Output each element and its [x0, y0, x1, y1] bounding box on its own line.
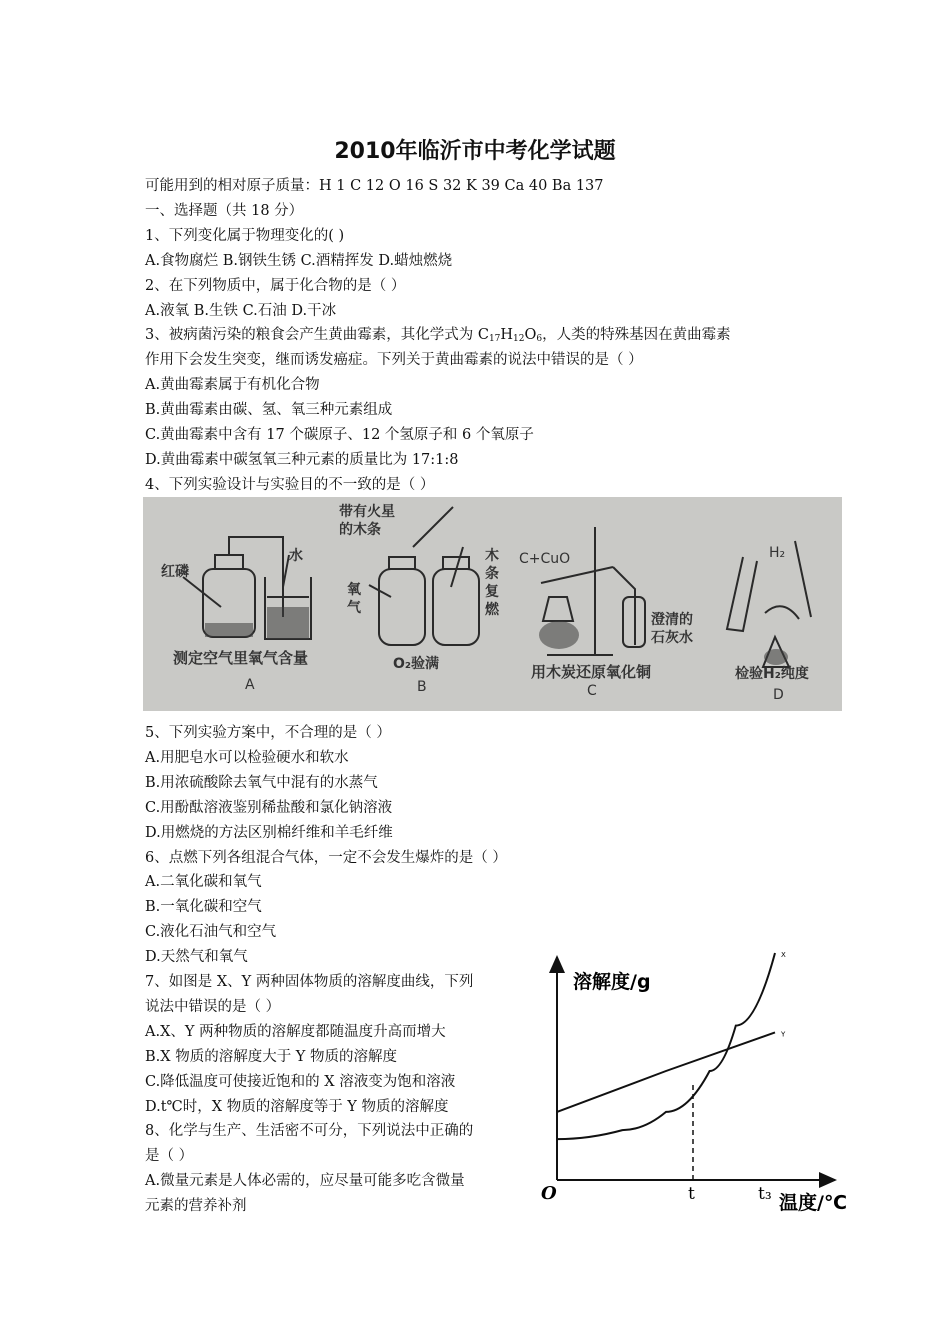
text-line-2: 1、下列变化属于物理变化的( )	[145, 227, 345, 244]
label-relight-1: 木	[485, 548, 499, 564]
letter-c: C	[587, 683, 597, 699]
q3-c-subscript: 17	[488, 334, 501, 344]
y-axis-label: 溶解度/g	[573, 971, 651, 993]
text-line-1: 一、选择题（共 18 分）	[145, 202, 304, 219]
letter-b: B	[417, 679, 427, 695]
x-tick-label-1: t₃	[758, 1184, 772, 1204]
page-title: 2010年临沂市中考化学试题	[334, 139, 616, 164]
text2-line-9: D.天然气和氧气	[145, 949, 248, 966]
label-c-cuo: C+CuO	[519, 551, 571, 567]
text-line-10: C.黄曲霉素中含有 17 个碳原子、12 个氢原子和 6 个氧原子	[145, 427, 534, 443]
solubility-chart-svg	[535, 935, 895, 1225]
solubility-chart	[535, 935, 895, 1225]
text2-line-2: B.用浓硫酸除去氧气中混有的水蒸气	[145, 774, 378, 791]
text2-line-7: B.一氧化碳和空气	[145, 899, 262, 916]
origin-label: O	[541, 1183, 557, 1204]
text2-line-19: 元素的营养补剂	[145, 1198, 247, 1215]
text-line-4: 2、在下列物质中，属于化合物的是（ ）	[145, 277, 406, 294]
text-line-12: 4、下列实验设计与实验目的不一致的是（ ）	[145, 476, 435, 493]
text-line-3: A.食物腐烂 B.钢铁生锈 C.酒精挥发 D.蜡烛燃烧	[145, 252, 453, 269]
text2-line-0: 5、下列实验方案中，不合理的是（ ）	[145, 725, 391, 741]
series-y-label: Y	[781, 1030, 786, 1039]
text-line-7: 作用下会发生突变，继而诱发癌症。下列关于黄曲霉素的说法中错误的是（ ）	[145, 352, 643, 369]
label-relight-2: 条	[485, 566, 499, 582]
question-3-stem	[145, 325, 731, 349]
caption-c: 用木炭还原氧化铜	[531, 663, 652, 681]
letter-d: D	[773, 687, 784, 703]
series-y-curve	[557, 1032, 775, 1112]
caption-b: O₂验满	[393, 656, 440, 672]
label-oxygen-2: 气	[347, 600, 361, 616]
text2-line-12: A.X、Y 两种物质的溶解度都随温度升高而增大	[145, 1023, 446, 1040]
x-axis-label: 温度/℃	[779, 1192, 847, 1214]
label-limewater-2: 石灰水	[651, 630, 693, 646]
label-relight-3: 复	[485, 584, 499, 600]
label-splint-line-1: 带有火星	[339, 504, 395, 520]
label-oxygen-1: 氧	[347, 582, 361, 598]
caption-a: 测定空气里氧气含量	[173, 649, 309, 667]
text2-line-17: 是（ ）	[145, 1148, 194, 1165]
label-splint-line-2: 的木条	[339, 522, 381, 538]
q3-h: H	[500, 327, 514, 343]
label-relight-4: 燃	[485, 602, 499, 618]
text-line-0: 可能用到的相对原子质量：H 1 C 12 O 16 S 32 K 39 Ca 40 Ba 137	[145, 178, 604, 194]
caption-d: 检验H₂纯度	[735, 666, 809, 682]
text2-line-18: A.微量元素是人体必需的，应尽量可能多吃含微量	[145, 1173, 465, 1190]
text2-line-4: D.用燃烧的方法区别棉纤维和羊毛纤维	[145, 824, 393, 841]
label-water: 水	[289, 548, 303, 564]
text2-line-1: A.用肥皂水可以检验硬水和软水	[145, 749, 349, 766]
text2-line-15: D.t℃时，X 物质的溶解度等于 Y 物质的溶解度	[145, 1098, 449, 1115]
label-limewater-1: 澄清的	[651, 612, 693, 628]
text2-line-11: 说法中错误的是（ ）	[145, 998, 281, 1015]
text2-line-16: 8、化学与生产、生活密不可分，下列说法中正确的	[145, 1123, 474, 1140]
text2-line-3: C.用酚酞溶液鉴别稀盐酸和氯化钠溶液	[145, 799, 393, 816]
q3-text-after: ，人类的特殊基因在黄曲霉素	[542, 327, 731, 343]
text2-line-5: 6、点燃下列各组混合气体，一定不会发生爆炸的是（ ）	[145, 849, 507, 866]
q3-text-before: 3、被病菌污染的粮食会产生黄曲霉素，其化学式为 C	[145, 327, 489, 343]
q3-h-subscript: 12	[513, 334, 525, 344]
label-red-phosphorus: 红磷	[161, 564, 189, 580]
q3-o-subscript: 6	[536, 334, 543, 344]
text-line-9: B.黄曲霉素由碳、氢、氧三种元素组成	[145, 402, 393, 419]
experiment-photo	[143, 497, 842, 711]
series-x-label: X	[781, 951, 786, 959]
text2-line-6: A.二氧化碳和氧气	[145, 874, 262, 891]
label-h2: H₂	[769, 545, 786, 561]
x-tick-label-0: t	[688, 1184, 695, 1204]
text2-line-13: B.X 物质的溶解度大于 Y 物质的溶解度	[145, 1048, 397, 1065]
text2-line-14: C.降低温度可使接近饱和的 X 溶液变为饱和溶液	[145, 1073, 456, 1090]
text2-line-8: C.液化石油气和空气	[145, 924, 277, 941]
text-line-8: A.黄曲霉素属于有机化合物	[145, 377, 320, 394]
text2-line-10: 7、如图是 X、Y 两种固体物质的溶解度曲线，下列	[145, 974, 474, 990]
q3-o: O	[524, 327, 537, 343]
text-line-11: D.黄曲霉素中碳氢氧三种元素的质量比为 17:1:8	[145, 451, 459, 468]
text-line-5: A.液氧 B.生铁 C.石油 D.干冰	[145, 302, 337, 319]
letter-a: A	[245, 677, 255, 693]
